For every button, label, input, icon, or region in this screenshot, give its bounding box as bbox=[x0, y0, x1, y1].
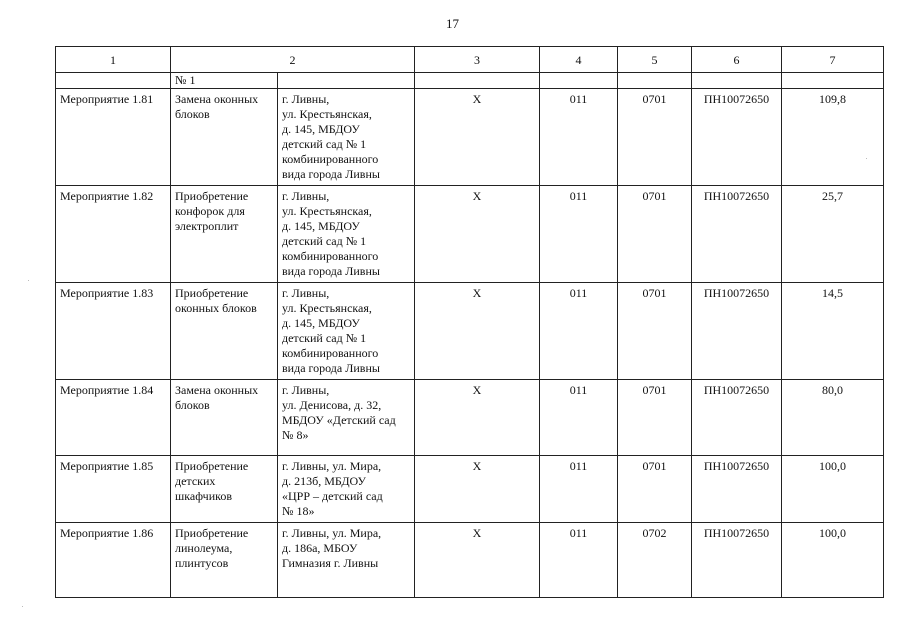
cell-col4: 011 bbox=[540, 89, 618, 186]
cell-address: г. Ливны, ул. Крестьянская, д. 145, МБДОУ детский сад № 1 комбинированного вида города Ливны bbox=[278, 283, 415, 380]
budget-table bbox=[55, 46, 884, 598]
cell-event-name: Мероприятие 1.81 bbox=[56, 89, 171, 186]
cell-col5: 0701 bbox=[618, 186, 692, 283]
table-header-row bbox=[56, 47, 884, 73]
cell-col3: Х bbox=[415, 186, 540, 283]
page-number: 17 bbox=[446, 16, 459, 31]
cell-address: г. Ливны, ул. Мира, д. 213б, МБДОУ «ЦРР – детский сад № 18» bbox=[278, 456, 415, 523]
header-col-6: 6 bbox=[692, 47, 782, 73]
cell-col5: 0702 bbox=[618, 523, 692, 598]
cell-event-name: Мероприятие 1.86 bbox=[56, 523, 171, 598]
cell-empty bbox=[540, 73, 618, 89]
header-col-5: 5 bbox=[618, 47, 692, 73]
cell-continuation-number: № 1 bbox=[171, 73, 278, 89]
cell-col6: ПН10072650 bbox=[692, 186, 782, 283]
cell-col7: 100,0 bbox=[782, 456, 884, 523]
cell-col6: ПН10072650 bbox=[692, 283, 782, 380]
cell-col4: 011 bbox=[540, 380, 618, 456]
cell-empty bbox=[56, 73, 171, 89]
cell-col3: Х bbox=[415, 89, 540, 186]
cell-event-name: Мероприятие 1.85 bbox=[56, 456, 171, 523]
cell-work-description: Замена оконных блоков bbox=[171, 380, 278, 456]
table-row bbox=[56, 186, 884, 283]
cell-col5: 0701 bbox=[618, 456, 692, 523]
table-row bbox=[56, 380, 884, 456]
cell-col4: 011 bbox=[540, 186, 618, 283]
cell-col7: 25,7 bbox=[782, 186, 884, 283]
cell-work-description: Приобретение конфорок для электроплит bbox=[171, 186, 278, 283]
cell-col6: ПН10072650 bbox=[692, 380, 782, 456]
cell-col3: Х bbox=[415, 283, 540, 380]
cell-col4: 011 bbox=[540, 456, 618, 523]
table-row bbox=[56, 283, 884, 380]
table-row bbox=[56, 456, 884, 523]
cell-col3: Х bbox=[415, 523, 540, 598]
cell-event-name: Мероприятие 1.84 bbox=[56, 380, 171, 456]
table-row bbox=[56, 523, 884, 598]
cell-col6: ПН10072650 bbox=[692, 89, 782, 186]
cell-col6: ПН10072650 bbox=[692, 456, 782, 523]
cell-address: г. Ливны, ул. Мира, д. 186а, МБОУ Гимназия г. Ливны bbox=[278, 523, 415, 598]
scan-speck bbox=[22, 606, 23, 607]
continuation-row bbox=[56, 73, 884, 89]
cell-work-description: Замена оконных блоков bbox=[171, 89, 278, 186]
cell-address: г. Ливны, ул. Крестьянская, д. 145, МБДОУ детский сад № 1 комбинированного вида города Ливны bbox=[278, 89, 415, 186]
cell-col5: 0701 bbox=[618, 89, 692, 186]
cell-empty bbox=[415, 73, 540, 89]
table-row bbox=[56, 89, 884, 186]
header-col-1: 1 bbox=[56, 47, 171, 73]
cell-event-name: Мероприятие 1.82 bbox=[56, 186, 171, 283]
header-col-2: 2 bbox=[171, 47, 415, 73]
cell-col5: 0701 bbox=[618, 283, 692, 380]
cell-empty bbox=[692, 73, 782, 89]
cell-col7: 14,5 bbox=[782, 283, 884, 380]
cell-col3: Х bbox=[415, 380, 540, 456]
cell-empty bbox=[618, 73, 692, 89]
header-col-7: 7 bbox=[782, 47, 884, 73]
cell-work-description: Приобретение оконных блоков bbox=[171, 283, 278, 380]
cell-address: г. Ливны, ул. Крестьянская, д. 145, МБДОУ детский сад № 1 комбинированного вида города Ливны bbox=[278, 186, 415, 283]
cell-col6: ПН10072650 bbox=[692, 523, 782, 598]
scan-speck bbox=[866, 158, 867, 159]
header-col-4: 4 bbox=[540, 47, 618, 73]
scan-speck bbox=[28, 280, 29, 281]
cell-col4: 011 bbox=[540, 283, 618, 380]
cell-col7: 109,8 bbox=[782, 89, 884, 186]
cell-empty bbox=[782, 73, 884, 89]
cell-col7: 80,0 bbox=[782, 380, 884, 456]
cell-work-description: Приобретение линолеума, плинтусов bbox=[171, 523, 278, 598]
cell-work-description: Приобретение детских шкафчиков bbox=[171, 456, 278, 523]
cell-col5: 0701 bbox=[618, 380, 692, 456]
cell-event-name: Мероприятие 1.83 bbox=[56, 283, 171, 380]
cell-address: г. Ливны, ул. Денисова, д. 32, МБДОУ «Детский сад № 8» bbox=[278, 380, 415, 456]
cell-col3: Х bbox=[415, 456, 540, 523]
cell-col7: 100,0 bbox=[782, 523, 884, 598]
header-col-3: 3 bbox=[415, 47, 540, 73]
cell-empty bbox=[278, 73, 415, 89]
cell-col4: 011 bbox=[540, 523, 618, 598]
